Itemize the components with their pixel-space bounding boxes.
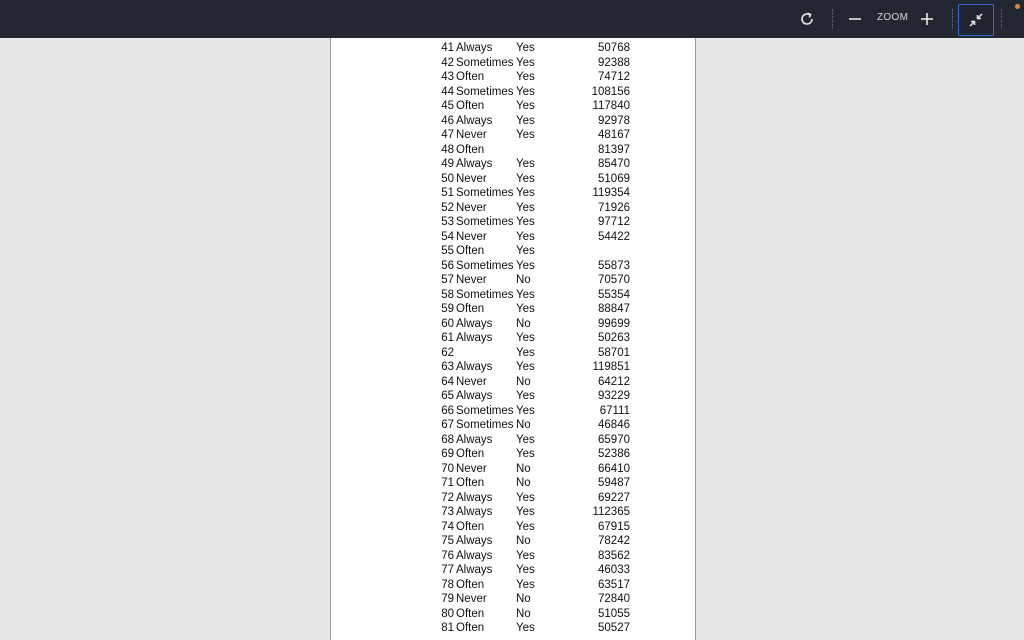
frequency-cell: Sometimes: [456, 419, 514, 431]
frequency-cell: Often: [456, 520, 485, 533]
value-cell: 65970: [598, 433, 630, 446]
yes-no-cell: No: [516, 593, 531, 605]
frequency-cell: Sometimes: [456, 404, 514, 417]
row-number: 57: [441, 274, 454, 286]
frequency-cell: Always: [456, 433, 493, 446]
table-row: [331, 346, 695, 361]
table-row: [331, 302, 695, 317]
row-number: 45: [441, 100, 454, 112]
value-cell: 78242: [598, 535, 630, 547]
table-row: [331, 70, 695, 85]
table-row: [331, 520, 695, 535]
yes-no-cell: Yes: [516, 187, 535, 199]
value-cell: 69227: [598, 491, 630, 504]
yes-no-cell: Yes: [516, 361, 535, 373]
yes-no-cell: Yes: [516, 404, 535, 417]
row-number: 49: [441, 158, 454, 170]
row-number: 65: [441, 390, 454, 402]
table-row: [331, 273, 695, 288]
frequency-cell: Never: [456, 230, 487, 243]
table-row: [331, 462, 695, 477]
yes-no-cell: Yes: [516, 491, 535, 504]
frequency-cell: Always: [456, 506, 493, 518]
value-cell: 64212: [598, 375, 630, 388]
frequency-cell: Always: [456, 549, 493, 562]
table-row: [331, 549, 695, 564]
table-row: [331, 331, 695, 346]
yes-no-cell: No: [516, 477, 531, 489]
notification-dot-icon: [1015, 4, 1020, 9]
value-cell: 66410: [598, 462, 630, 475]
frequency-cell: Often: [456, 448, 485, 460]
value-cell: 99699: [598, 317, 630, 330]
row-number: 78: [441, 578, 454, 591]
value-cell: 46846: [598, 419, 630, 431]
frequency-cell: Never: [456, 172, 487, 185]
value-cell: 88847: [598, 303, 630, 315]
row-number: 61: [441, 332, 454, 344]
value-cell: 58701: [598, 346, 630, 359]
table-row: [331, 578, 695, 593]
table-row: [331, 534, 695, 549]
table-row: [331, 360, 695, 375]
value-cell: 71926: [598, 201, 630, 214]
row-number: 59: [441, 303, 454, 315]
table-row: [331, 244, 695, 259]
row-number: 73: [441, 506, 454, 518]
frequency-cell: Always: [456, 491, 493, 504]
yes-no-cell: Yes: [516, 303, 535, 315]
frequency-cell: Often: [456, 607, 485, 620]
row-number: 76: [441, 549, 454, 562]
yes-no-cell: Yes: [516, 245, 535, 257]
value-cell: 70570: [598, 274, 630, 286]
value-cell: 74712: [598, 71, 630, 83]
table-row: [331, 433, 695, 448]
value-cell: 55354: [598, 288, 630, 301]
table-row: [331, 621, 695, 636]
frequency-cell: Always: [456, 564, 493, 576]
yes-no-cell: Yes: [516, 201, 535, 214]
table-row: [331, 114, 695, 129]
frequency-cell: Sometimes: [456, 187, 514, 199]
value-cell: 92978: [598, 114, 630, 127]
row-number: 60: [441, 317, 454, 330]
frequency-cell: Always: [456, 535, 493, 547]
value-cell: 59487: [598, 477, 630, 489]
row-number: 51: [441, 187, 454, 199]
value-cell: 83562: [598, 549, 630, 562]
frequency-cell: Often: [456, 622, 485, 634]
yes-no-cell: No: [516, 419, 531, 431]
frequency-cell: Often: [456, 477, 485, 489]
frequency-cell: Never: [456, 375, 487, 388]
frequency-cell: Sometimes: [456, 216, 514, 228]
row-number: 74: [441, 520, 454, 533]
value-cell: 119851: [592, 361, 630, 373]
zoom-out-icon: [848, 12, 862, 26]
frequency-cell: Always: [456, 332, 493, 344]
table-row: [331, 607, 695, 622]
value-cell: 72840: [598, 593, 630, 605]
row-number: 46: [441, 114, 454, 127]
table-row: [331, 288, 695, 303]
frequency-cell: Always: [456, 390, 493, 402]
refresh-button[interactable]: [793, 4, 821, 34]
row-number: 44: [441, 85, 454, 98]
yes-no-cell: Yes: [516, 216, 535, 228]
frequency-cell: Often: [456, 245, 485, 257]
yes-no-cell: Yes: [516, 390, 535, 402]
zoom-in-button[interactable]: [914, 4, 940, 34]
frequency-cell: Always: [456, 114, 493, 127]
yes-no-cell: Yes: [516, 129, 535, 141]
yes-no-cell: Yes: [516, 100, 535, 112]
document-page: [330, 38, 696, 640]
row-number: 42: [441, 56, 454, 69]
toolbar-separator: [832, 9, 833, 29]
value-cell: 108156: [591, 85, 630, 98]
table-row: [331, 143, 695, 158]
row-number: 62: [441, 346, 454, 359]
row-number: 71: [441, 477, 454, 489]
yes-no-cell: Yes: [516, 346, 535, 359]
row-number: 66: [441, 404, 454, 417]
value-cell: 67111: [599, 404, 630, 417]
frequency-cell: Sometimes: [456, 85, 514, 98]
value-cell: 51069: [598, 172, 630, 185]
table-row: [331, 230, 695, 245]
row-number: 56: [441, 259, 454, 272]
table-row: [331, 172, 695, 187]
yes-no-cell: No: [516, 462, 531, 475]
yes-no-cell: Yes: [516, 56, 535, 69]
value-cell: 54422: [598, 230, 630, 243]
yes-no-cell: Yes: [516, 506, 535, 518]
refresh-icon: [799, 11, 815, 27]
yes-no-cell: Yes: [516, 578, 535, 591]
frequency-cell: Never: [456, 462, 487, 475]
row-number: 55: [441, 245, 454, 257]
table-row: [331, 491, 695, 506]
row-number: 81: [441, 622, 454, 634]
row-number: 79: [441, 593, 454, 605]
yes-no-cell: Yes: [516, 622, 535, 634]
zoom-out-button[interactable]: [842, 4, 868, 34]
yes-no-cell: Yes: [516, 564, 535, 576]
zoom-in-icon: [920, 12, 934, 26]
yes-no-cell: Yes: [516, 332, 535, 344]
frequency-cell: Never: [456, 129, 487, 141]
frequency-cell: Often: [456, 100, 485, 112]
yes-no-cell: Yes: [516, 448, 535, 460]
value-cell: 93229: [598, 390, 630, 402]
toolbar-separator: [952, 9, 953, 29]
value-cell: 85470: [598, 158, 630, 170]
value-cell: 50527: [598, 622, 630, 634]
table-row: [331, 85, 695, 100]
table-row: [331, 505, 695, 520]
value-cell: 63517: [598, 578, 630, 591]
value-cell: 81397: [598, 143, 630, 156]
table-row: [331, 99, 695, 114]
value-cell: 119354: [592, 187, 630, 199]
yes-no-cell: Yes: [516, 549, 535, 562]
frequency-cell: Often: [456, 578, 485, 591]
yes-no-cell: Yes: [516, 85, 535, 98]
row-number: 47: [441, 129, 454, 141]
table-row: [331, 563, 695, 578]
yes-no-cell: Yes: [516, 288, 535, 301]
row-number: 67: [441, 419, 454, 431]
row-number: 43: [441, 71, 454, 83]
table-row: [331, 476, 695, 491]
table-row: [331, 375, 695, 390]
value-cell: 55873: [598, 259, 630, 272]
row-number: 75: [441, 535, 454, 547]
value-cell: 50768: [598, 42, 630, 54]
frequency-cell: Sometimes: [456, 56, 514, 69]
frequency-cell: Often: [456, 143, 485, 156]
row-number: 70: [441, 462, 454, 475]
table-row: [331, 215, 695, 230]
yes-no-cell: Yes: [516, 230, 535, 243]
yes-no-cell: Yes: [516, 433, 535, 446]
yes-no-cell: No: [516, 375, 531, 388]
yes-no-cell: No: [516, 274, 531, 286]
frequency-cell: Always: [456, 361, 493, 373]
table-row: [331, 259, 695, 274]
row-number: 68: [441, 433, 454, 446]
row-number: 41: [441, 42, 454, 54]
table-row: [331, 447, 695, 462]
value-cell: 67915: [598, 520, 630, 533]
row-number: 52: [441, 201, 454, 214]
frequency-cell: Always: [456, 42, 493, 54]
frequency-cell: Never: [456, 593, 487, 605]
viewer-toolbar: [0, 0, 1024, 38]
row-number: 54: [441, 230, 454, 243]
zoom-label: ZOOM: [877, 12, 909, 23]
row-number: 48: [441, 143, 454, 156]
table-row: [331, 201, 695, 216]
value-cell: 112365: [592, 506, 630, 518]
frequency-cell: Sometimes: [456, 259, 514, 272]
toolbar-separator: [1001, 9, 1002, 29]
yes-no-cell: Yes: [516, 520, 535, 533]
table-row: [331, 317, 695, 332]
yes-no-cell: Yes: [516, 158, 535, 170]
value-cell: 52386: [598, 448, 630, 460]
yes-no-cell: No: [516, 317, 531, 330]
row-number: 63: [441, 361, 454, 373]
table-row: [331, 186, 695, 201]
value-cell: 92388: [598, 56, 630, 69]
table-row: [331, 56, 695, 71]
frequency-cell: Always: [456, 158, 493, 170]
frequency-cell: Never: [456, 201, 487, 214]
row-number: 77: [441, 564, 454, 576]
table-row: [331, 128, 695, 143]
exit-fullscreen-icon: [968, 12, 984, 28]
value-cell: 117840: [592, 100, 630, 112]
row-number: 69: [441, 448, 454, 460]
yes-no-cell: Yes: [516, 114, 535, 127]
row-number: 64: [441, 375, 454, 388]
table-row: [331, 418, 695, 433]
value-cell: 48167: [598, 129, 630, 141]
value-cell: 51055: [598, 607, 630, 620]
row-number: 53: [441, 216, 454, 228]
frequency-cell: Sometimes: [456, 288, 514, 301]
frequency-cell: Often: [456, 303, 485, 315]
value-cell: 97712: [598, 216, 630, 228]
row-number: 80: [441, 607, 454, 620]
table-row: [331, 41, 695, 56]
value-cell: 50263: [598, 332, 630, 344]
yes-no-cell: Yes: [516, 71, 535, 83]
table-row: [331, 157, 695, 172]
frequency-cell: Always: [456, 317, 493, 330]
exit-fullscreen-button[interactable]: [958, 4, 994, 36]
table-row: [331, 404, 695, 419]
yes-no-cell: Yes: [516, 42, 535, 54]
yes-no-cell: Yes: [516, 259, 535, 272]
table-row: [331, 592, 695, 607]
yes-no-cell: No: [516, 535, 531, 547]
value-cell: 46033: [598, 564, 630, 576]
yes-no-cell: No: [516, 607, 531, 620]
row-number: 58: [441, 288, 454, 301]
yes-no-cell: Yes: [516, 172, 535, 185]
row-number: 72: [441, 491, 454, 504]
frequency-cell: Never: [456, 274, 487, 286]
table-row: [331, 389, 695, 404]
row-number: 50: [441, 172, 454, 185]
frequency-cell: Often: [456, 71, 485, 83]
